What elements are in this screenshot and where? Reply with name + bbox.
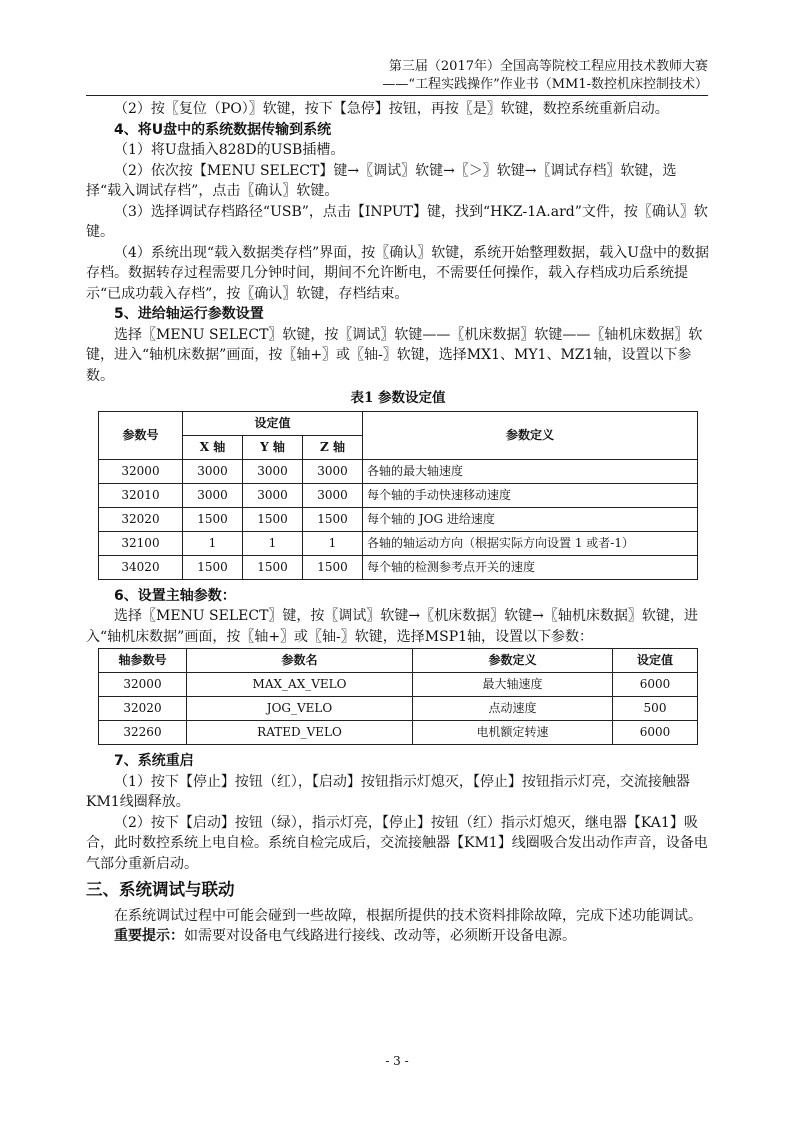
spindle-parameter-table (98, 648, 698, 745)
header-z-axis: Z 轴 (303, 435, 363, 459)
cell-name: JOG_VELO (187, 697, 413, 721)
cell-x: 1500 (183, 555, 243, 579)
cell-definition: 电机额定转速 (413, 721, 613, 745)
cell-param: 34020 (99, 555, 183, 579)
cell-z: 1500 (303, 507, 363, 531)
heading-restart: 7、系统重启 (114, 753, 194, 769)
cell-y: 1500 (243, 507, 303, 531)
paragraph-spindle-1: 选择〖MENU SELECT〗键，按〖调试〗软键→〖机床数据〗软键→〖轴机床数据〗软键，进入“轴机床数据”画面，按〖轴+〗或〖轴-〗软键，选择MSP1轴，设置以下参数： (86, 608, 698, 645)
header-y-axis: Y 轴 (243, 435, 303, 459)
table-row (99, 531, 698, 555)
table-row (99, 721, 698, 745)
paragraph-feed-1: 选择〖MENU SELECT〗软键，按〖调试〗软键——〖机床数据〗软键——〖轴机床数据〗软键，进入“轴机床数据”画面，按〖轴+〗或〖轴-〗软键，选择MX1、MY1、MZ1轴，设置以下参数。 (86, 326, 703, 384)
page-number: - 3 - (385, 1054, 409, 1068)
important-label: 重要提示： (114, 928, 184, 944)
cell-definition: 最大轴速度 (413, 673, 613, 697)
heading-usb-transfer: 4、将U盘中的系统数据传输到系统 (114, 121, 332, 138)
cell-z: 1500 (303, 555, 363, 579)
cell-definition: 每个轴的检测参考点开关的速度 (363, 555, 698, 579)
paragraph-important (86, 926, 710, 947)
header-line-1: 第三届（2017年）全国高等院校工程应用技术教师大赛 (388, 59, 708, 74)
header-divider (86, 95, 708, 96)
cell-param: 32260 (99, 721, 187, 745)
table-row (99, 673, 698, 697)
cell-param: 32000 (99, 673, 187, 697)
page-body (86, 99, 710, 947)
cell-x: 3000 (183, 459, 243, 483)
cell-definition: 每个轴的 JOG 进给速度 (363, 507, 698, 531)
cell-y: 1500 (243, 555, 303, 579)
heading-spindle: 6、设置主轴参数： (114, 587, 236, 604)
cell-param: 32000 (99, 459, 183, 483)
cell-name: MAX_AX_VELO (187, 673, 413, 697)
paragraph-section-3: 在系统调试过程中可能会碰到一些故障，根据所提供的技术资料排除故障，完成下述功能调试。 (114, 907, 702, 924)
cell-z: 1 (303, 531, 363, 555)
table-row (99, 459, 698, 483)
cell-param: 32100 (99, 531, 183, 555)
cell-value: 500 (613, 697, 698, 721)
paragraph-restart-1: （1）按下【停止】按钮（红），【启动】按钮指示灯熄灭，【停止】按钮指示灯亮，交流接触器KM1线圈释放。 (86, 773, 690, 810)
paragraph-reset: （2）按〖复位（PO）〗软键，按下【急停】按钮，再按〖是〗软键，数控系统重新启动。 (114, 101, 669, 117)
table-header-row (99, 411, 698, 435)
cell-definition: 每个轴的手动快速移动速度 (363, 483, 698, 507)
cell-param: 32010 (99, 483, 183, 507)
cell-z: 3000 (303, 459, 363, 483)
table-row (99, 483, 698, 507)
cell-x: 1500 (183, 507, 243, 531)
page-header (382, 58, 708, 94)
heading-section-3: 三、系统调试与联动 (86, 880, 235, 899)
cell-name: RATED_VELO (187, 721, 413, 745)
cell-definition: 各轴的轴运动方向（根据实际方向设置 1 或者-1） (363, 531, 698, 555)
cell-y: 3000 (243, 483, 303, 507)
heading-feed-axis: 5、进给轴运行参数设置 (114, 306, 264, 322)
cell-x: 3000 (183, 483, 243, 507)
paragraph-restart-2: （2）按下【启动】按钮（绿），指示灯亮，【停止】按钮（红）指示灯熄灭，继电器【KA1】吸合，此时数控系统上电自检。系统自检完成后，交流接触器【KM1】线圈吸合发出动作声音，设备电气部分重新启动。 (86, 814, 708, 872)
cell-param: 32020 (99, 697, 187, 721)
cell-y: 3000 (243, 459, 303, 483)
cell-value: 6000 (613, 721, 698, 745)
cell-definition: 点动速度 (413, 697, 613, 721)
cell-x: 1 (183, 531, 243, 555)
header-set-value: 设定值 (613, 649, 698, 673)
table-row (99, 507, 698, 531)
table-header-row (99, 649, 698, 673)
header-x-axis: X 轴 (183, 435, 243, 459)
cell-definition: 各轴的最大轴速度 (363, 459, 698, 483)
paragraph-usb-2: （2）依次按【MENU SELECT】键→〖调试〗软键→〖＞〗软键→〖调试存档〗软键，选择“载入调试存档”，点击〖确认〗软键。 (86, 162, 677, 199)
important-text: 如需要对设备电气线路进行接线、改动等，必须断开设备电源。 (184, 928, 576, 944)
cell-z: 3000 (303, 483, 363, 507)
header-definition: 参数定义 (413, 649, 613, 673)
cell-param: 32020 (99, 507, 183, 531)
header-axis-param-number: 轴参数号 (99, 649, 187, 673)
table-row (99, 697, 698, 721)
table1-caption: 表1 参数设定值 (350, 390, 446, 406)
header-line-2: ——“工程实践操作”作业书（MM1-数控机床控制技术） (382, 77, 708, 92)
cell-y: 1 (243, 531, 303, 555)
header-set-value: 设定值 (183, 411, 363, 435)
paragraph-usb-1: （1）将U盘插入828D的USB插槽。 (114, 142, 345, 158)
table-row (99, 555, 698, 579)
paragraph-usb-4: （4）系统出现“载入数据类存档”界面，按〖确认〗软键，系统开始整理数据，载入U盘中的数据存档。数据转存过程需要几分钟时间，期间不允许断电，不需要任何操作，载入存档成功后系统提示“已成功载入存档”，按〖确认〗软键，存档结束。 (86, 244, 710, 302)
cell-value: 6000 (613, 673, 698, 697)
parameter-table (98, 411, 698, 580)
header-param-name: 参数名 (187, 649, 413, 673)
header-definition: 参数定义 (363, 411, 698, 459)
header-param-number: 参数号 (99, 411, 183, 459)
paragraph-usb-3: （3）选择调试存档路径“USB”，点击【INPUT】键，找到“HKZ-1A.ard”文件，按〖确认〗软键。 (86, 203, 708, 240)
